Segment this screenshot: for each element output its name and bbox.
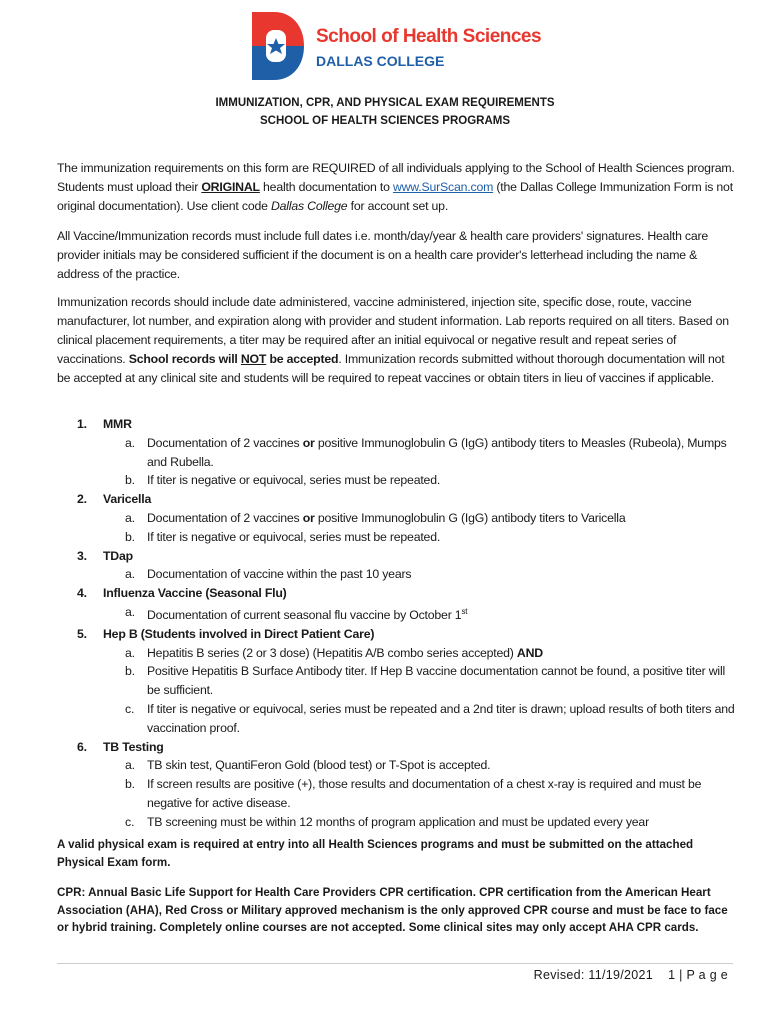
physical-exam-note: A valid physical exam is required at entry into all Health Sciences programs and must be submitted on the attached Physical Exam form.	[57, 838, 694, 869]
requirements-list	[57, 415, 737, 832]
bold-text: School records will	[128, 351, 241, 366]
list-item	[57, 415, 737, 434]
sub-item	[57, 775, 737, 813]
sub-letter: b.	[125, 529, 135, 544]
sub-letter: c.	[125, 814, 135, 829]
bold-text: be accepted	[266, 351, 339, 366]
item-number: 4.	[77, 586, 87, 601]
text: Documentation of vaccine within the past 10 years	[147, 567, 412, 582]
item-heading: Influenza Vaccine (Seasonal Flu)	[103, 586, 287, 601]
sub-item	[57, 603, 737, 625]
text: Hepatitis B series (2 or 3 dose) (Hepatitis A/B combo series accepted)	[147, 645, 517, 660]
superscript: st	[461, 606, 468, 616]
list-item	[57, 490, 737, 509]
text: Documentation of current seasonal flu vaccine by October 1	[147, 608, 462, 623]
page-title: IMMUNIZATION, CPR, AND PHYSICAL EXAM REQUIREMENTS	[215, 97, 555, 109]
text: (the Dallas College Immunization Form is not original documentation). Use client code	[57, 179, 733, 213]
page-subtitle: SCHOOL OF HEALTH SCIENCES PROGRAMS	[259, 115, 511, 127]
original-emphasis: ORIGINAL	[201, 179, 260, 194]
sub-letter: a.	[125, 567, 135, 582]
sub-item	[57, 644, 737, 663]
bold-text: or	[302, 510, 315, 525]
records-paragraph	[57, 293, 737, 388]
dallas-d-star-icon	[252, 12, 304, 80]
sub-letter: a.	[125, 435, 135, 450]
text: If titer is negative or equivocal, series must be repeated and a 2nd titer is drawn; upload results of both titers and vaccination proof.	[147, 702, 735, 735]
item-number: 6.	[77, 739, 87, 754]
list-item	[57, 625, 737, 644]
logo-college-name: DALLAS COLLEGE	[316, 53, 445, 69]
sub-item	[57, 813, 737, 832]
sub-letter: b.	[125, 473, 135, 488]
text: If titer is negative or equivocal, series must be repeated.	[147, 529, 441, 544]
sub-item	[57, 700, 737, 738]
text: If titer is negative or equivocal, series must be repeated.	[147, 473, 441, 488]
text: Immunization records should include date administered, vaccine administered, injection site, specific dose, route, vaccine manufacturer, lot number, and expiration along with provider and student information. Lab reports required on all titers. Based on clinical placement requirements, a titer may be required after an initial equivocal or negative result and repeat series of vaccinations.	[57, 295, 729, 366]
sub-letter: a.	[125, 604, 135, 619]
sub-item	[57, 756, 737, 775]
client-code: Dallas College	[270, 198, 348, 213]
bold-text: or	[302, 435, 315, 450]
item-number: 2.	[77, 492, 87, 507]
text: Documentation of 2 vaccines	[147, 510, 303, 525]
sub-letter: a.	[125, 758, 135, 773]
item-number: 3.	[77, 548, 87, 563]
sub-item	[57, 528, 737, 547]
surscan-link[interactable]: www.SurScan.com	[392, 179, 494, 194]
sub-item	[57, 471, 737, 490]
logo-school-name: School of Health Sciences	[316, 26, 542, 47]
text: Positive Hepatitis B Surface Antibody titer. If Hep B vaccine documentation cannot be found, a positive titer will be sufficient.	[147, 664, 726, 698]
sub-letter: a.	[125, 510, 135, 525]
cpr-note: CPR: Annual Basic Life Support for Health Care Providers CPR certification. CPR certification from the American Heart Association (AHA), Red Cross or Military approved mechanism is the only approved CPR course and must be face to face or hybrid training. Completely online courses are not accepted. Some clinical sites may only accept AHA CPR cards.	[57, 886, 728, 934]
text: . Immunization records submitted without thorough documentation will not be accepted at any clinical site and students will be required to repeat vaccines or obtain titers in lieu of vaccines if applicable.	[57, 351, 725, 385]
text: TB screening must be within 12 months of program application and must be updated every year	[147, 814, 649, 829]
item-heading: MMR	[103, 417, 132, 431]
sub-item	[57, 434, 737, 472]
sub-letter: a.	[125, 645, 135, 660]
page-footer: Revised: 11/19/2021 1 | P a g e	[533, 968, 728, 982]
sub-item	[57, 565, 737, 584]
list-item	[57, 547, 737, 566]
item-heading: TB Testing	[103, 739, 164, 754]
text: positive Immunoglobulin G (IgG) antibody titers to Measles (Rubeola), Mumps and Rubella.	[147, 435, 727, 469]
item-heading: TDap	[103, 548, 133, 563]
sub-letter: b.	[125, 777, 135, 792]
item-heading: Hep B (Students involved in Direct Patient Care)	[103, 626, 375, 641]
text: for account set up.	[347, 198, 449, 213]
text: health documentation to	[259, 179, 393, 194]
item-number: 1.	[77, 417, 87, 431]
item-heading: Varicella	[103, 492, 152, 507]
school-logo	[252, 12, 542, 82]
list-item	[57, 738, 737, 757]
dates-paragraph: All Vaccine/Immunization records must include full dates i.e. month/day/year & health care providers' signatures. Health care provider initials may be considered sufficient if the document is on a health care provider's letterhead including the name & address of the practice.	[57, 229, 709, 281]
text: Documentation of 2 vaccines	[147, 435, 303, 450]
item-number: 5.	[77, 626, 87, 641]
sub-item	[57, 509, 737, 528]
sub-letter: c.	[125, 702, 135, 717]
text: positive Immunoglobulin G (IgG) antibody titers to Varicella	[314, 510, 626, 525]
intro-paragraph	[57, 159, 737, 216]
text: If screen results are positive (+), those results and documentation of a chest x-ray is required and must be negative for active disease.	[147, 777, 702, 811]
sub-letter: b.	[125, 664, 135, 679]
bold-text: AND	[516, 645, 543, 660]
text: TB skin test, QuantiFeron Gold (blood test) or T-Spot is accepted.	[147, 758, 491, 773]
text: The immunization requirements on this form are REQUIRED of all individuals applying to the School of Health Sciences program. Students must upload their	[57, 161, 735, 194]
sub-item	[57, 662, 737, 700]
list-item	[57, 584, 737, 603]
footer-divider	[57, 963, 733, 964]
not-emphasis: NOT	[240, 351, 267, 366]
